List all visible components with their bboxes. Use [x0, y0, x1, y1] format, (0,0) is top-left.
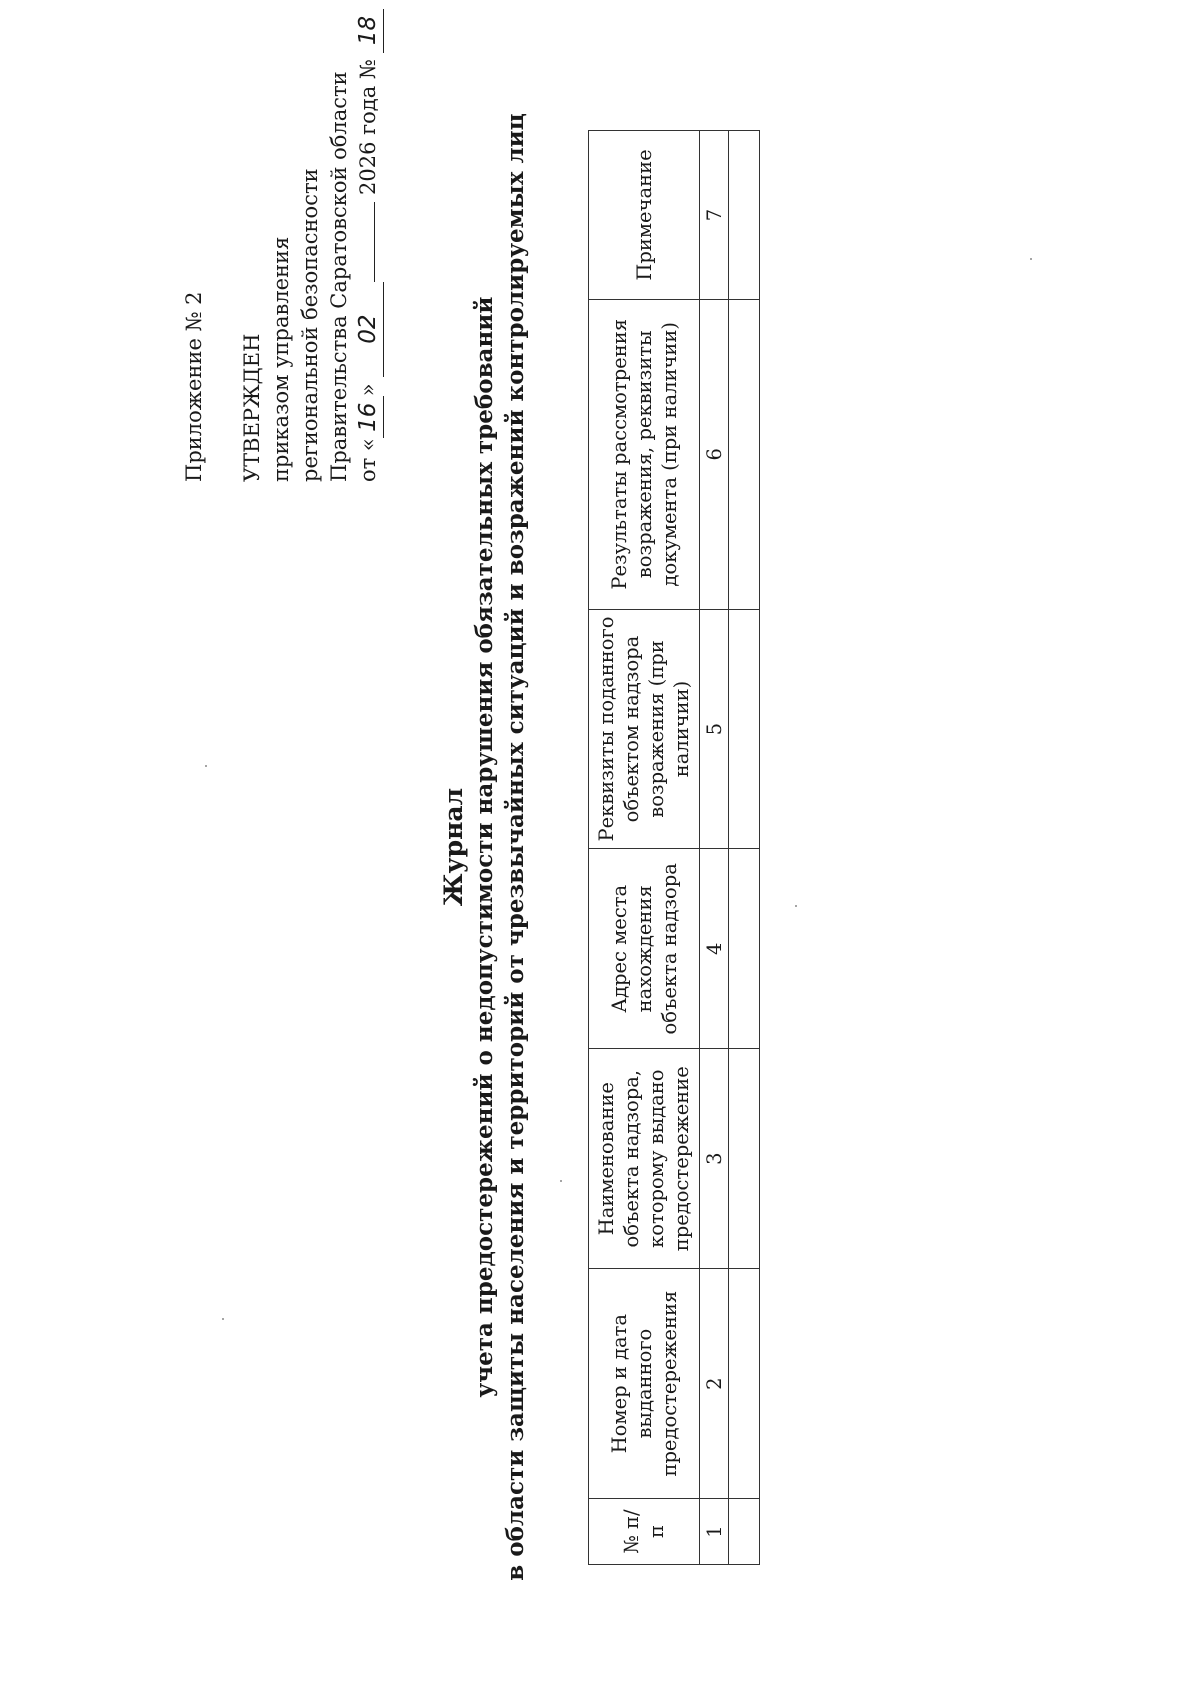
- header-cell: Результаты рассмотрения возражения, реквизиты документа (при наличии): [589, 299, 700, 609]
- date-prefix: от «: [356, 438, 380, 482]
- scan-speck: [1030, 258, 1032, 260]
- empty-cell: [729, 1049, 760, 1269]
- approval-line-3: Правительства Саратовской области: [327, 71, 351, 482]
- scan-speck: [205, 765, 207, 767]
- empty-cell: [729, 299, 760, 609]
- empty-cell: [729, 1269, 760, 1499]
- approval-line-1: приказом управления: [269, 236, 293, 482]
- header-cell: Адрес места нахождения объекта надзора: [589, 849, 700, 1049]
- handwritten-day: 16: [354, 396, 384, 438]
- header-cell: Наименование объекта надзора, которому выдано предостережение: [589, 1049, 700, 1269]
- appendix-label: Приложение № 2: [182, 291, 206, 482]
- title-line-2: учета предостережений о недопустимости нарушения обязательных требований: [471, 296, 498, 1398]
- handwritten-month: 02: [354, 282, 384, 377]
- column-number: 3: [700, 1049, 729, 1269]
- header-cell: Примечание: [589, 131, 700, 300]
- scan-speck: [222, 1318, 224, 1320]
- blank-line: [374, 202, 375, 282]
- empty-cell: [729, 1499, 760, 1565]
- approval-heading: УТВЕРЖДЕН: [240, 333, 264, 482]
- column-number: 1: [700, 1499, 729, 1565]
- column-number: 6: [700, 299, 729, 609]
- column-number-row: [700, 131, 729, 1565]
- handwritten-number: 18: [354, 9, 384, 53]
- table-header-row: [589, 131, 700, 1565]
- header-cell: Реквизиты поданного объектом надзора возражения (при наличии): [589, 609, 700, 849]
- journal-table: [588, 130, 760, 1565]
- column-number: 2: [700, 1269, 729, 1499]
- scan-speck: [560, 1180, 562, 1182]
- empty-cell: [729, 131, 760, 300]
- empty-table-row: [729, 131, 760, 1565]
- date-close-quote: »: [356, 383, 380, 397]
- column-number: 7: [700, 131, 729, 300]
- journal-title: [438, 107, 531, 1587]
- title-line-3: в области защиты населения и территорий от чрезвычайных ситуаций и возражений контролируемых лиц: [502, 113, 529, 1581]
- scan-speck: [795, 905, 797, 907]
- approval-line-2: региональной безопасности: [298, 168, 322, 482]
- column-number: 5: [700, 609, 729, 849]
- approval-block: [180, 15, 384, 482]
- header-cell: № п/п: [589, 1499, 700, 1565]
- empty-cell: [729, 609, 760, 849]
- title-main: Журнал: [439, 787, 468, 907]
- column-number: 4: [700, 849, 729, 1049]
- header-cell: Номер и дата выданного предостережения: [589, 1269, 700, 1499]
- empty-cell: [729, 849, 760, 1049]
- approval-date-line: [354, 15, 384, 482]
- year-text: 2026 года №: [356, 59, 380, 195]
